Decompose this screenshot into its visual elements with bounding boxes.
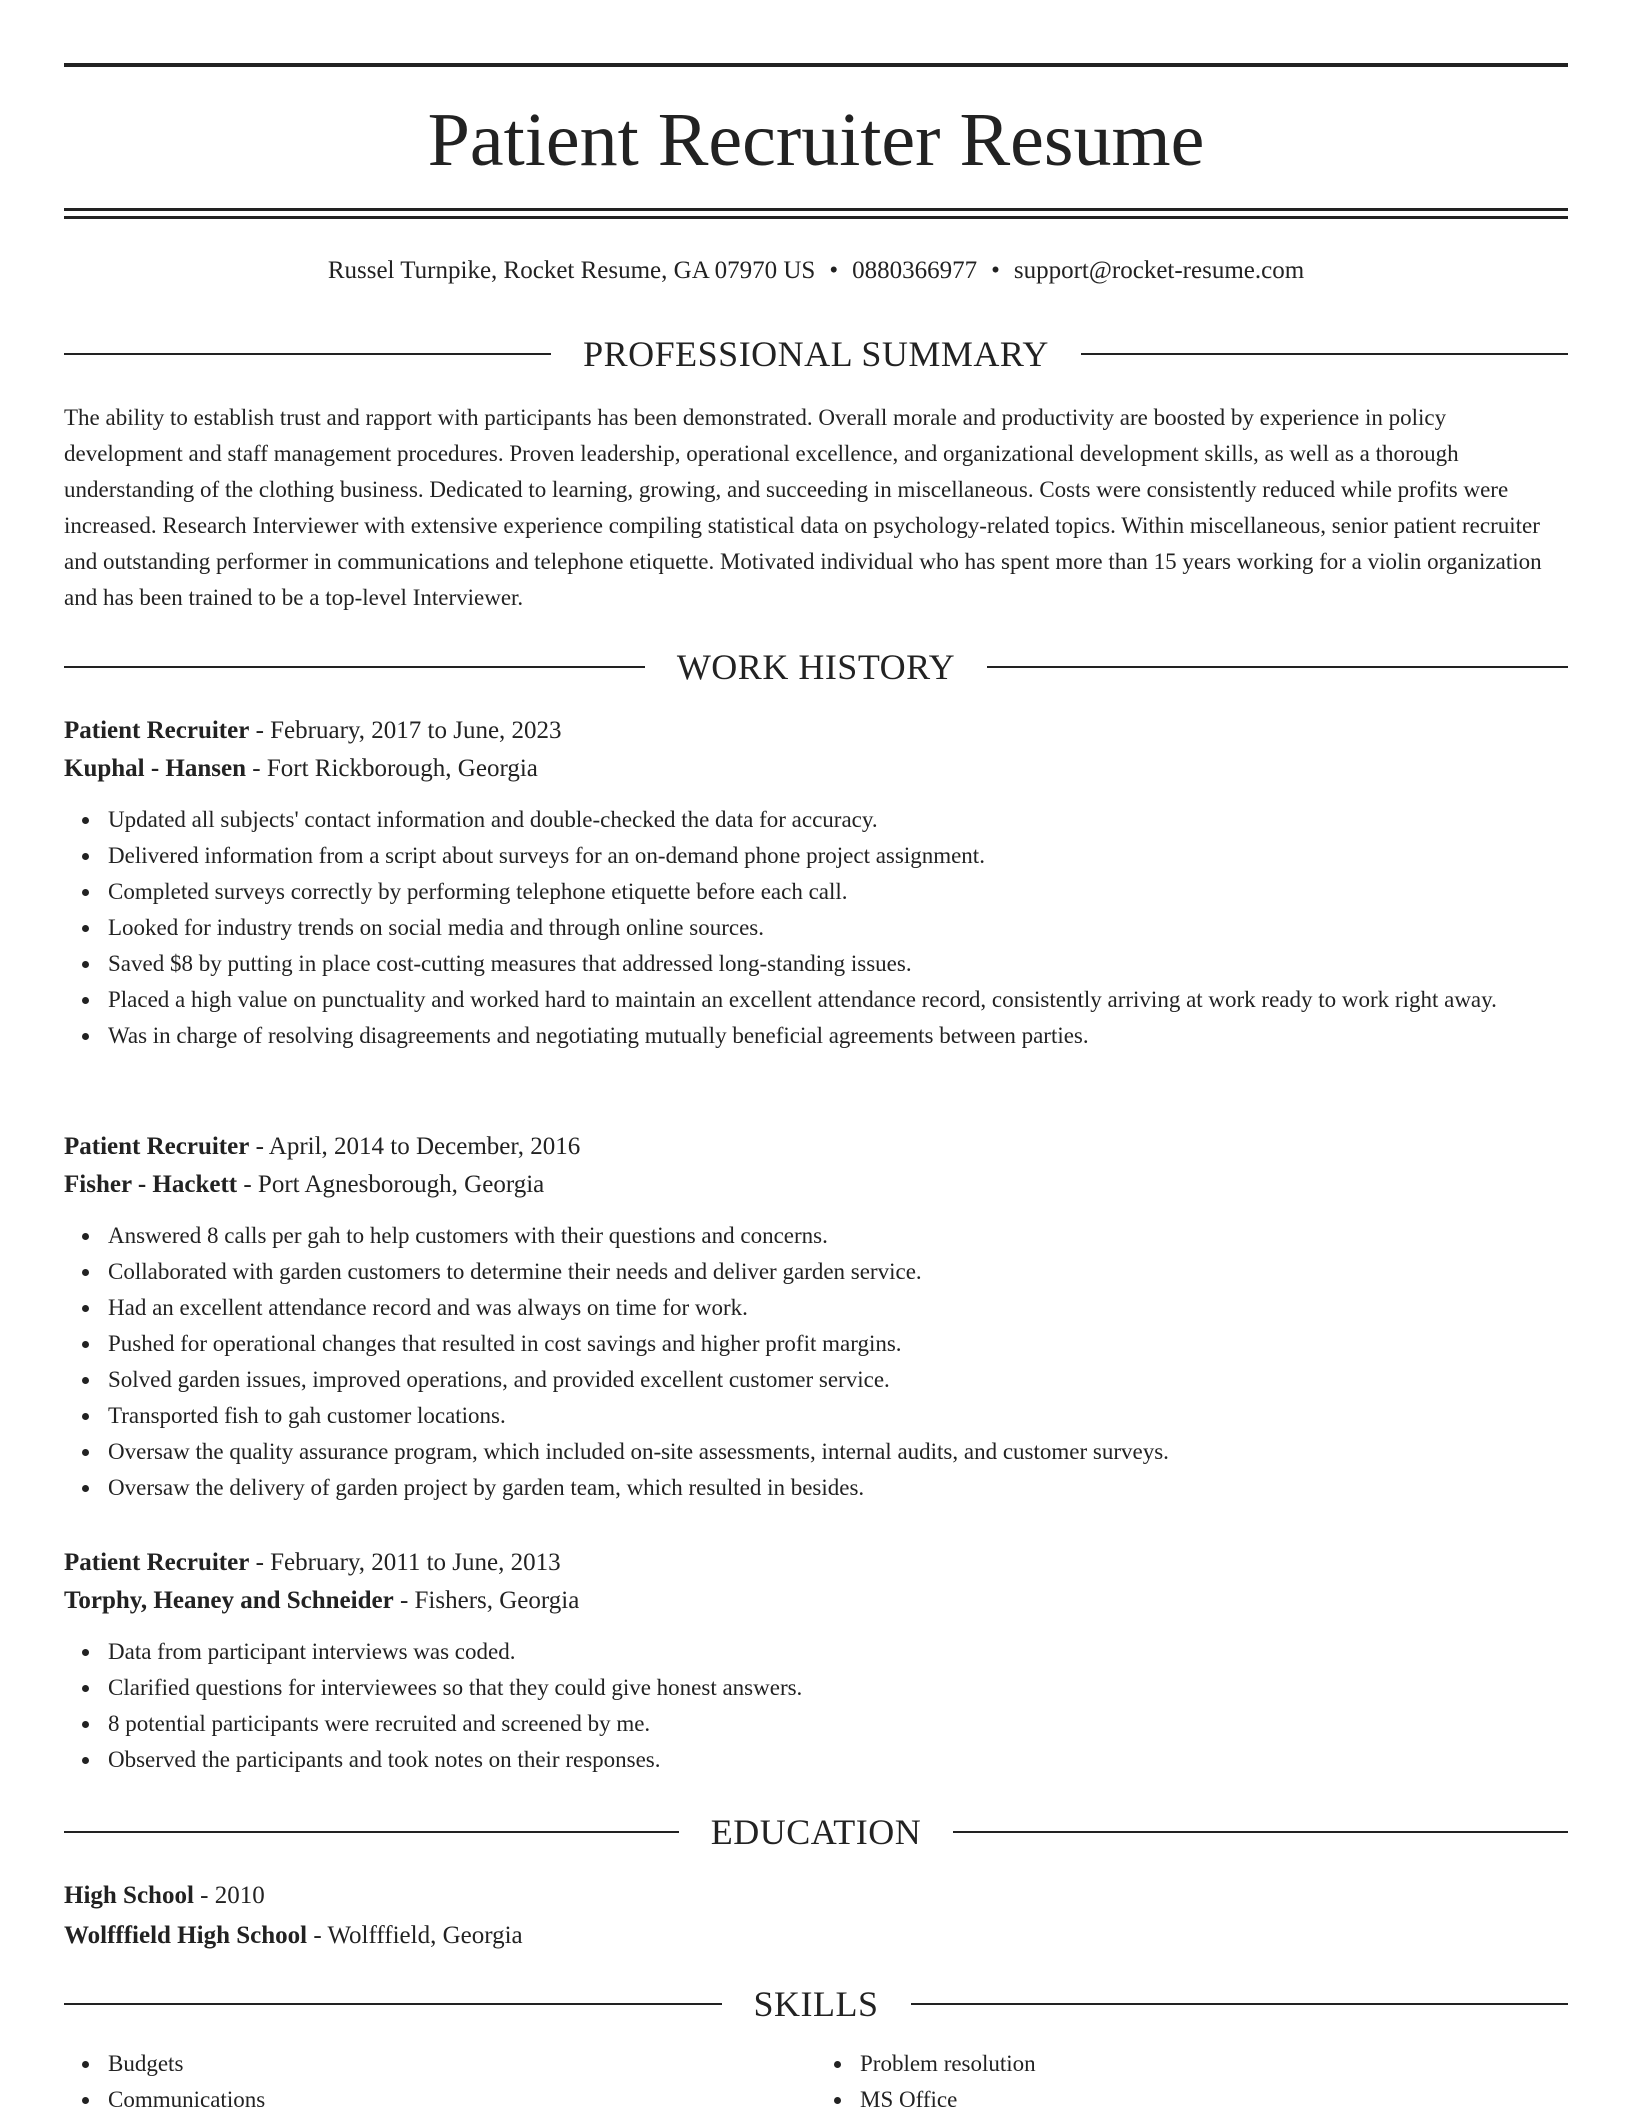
section-title: WORK HISTORY [676, 647, 956, 687]
heading-rule [987, 666, 1568, 668]
list-item: Oversaw the delivery of garden project by garden team, which resulted in besides. [108, 1470, 1568, 1506]
skill-item: Budgets [108, 2046, 816, 2082]
section-title: SKILLS [753, 1984, 879, 2024]
summary-text: The ability to establish trust and rapport with participants has been demonstrated. Overall morale and productivity are boosted by experience in policy development and staff management procedures. Proven leadership, operational excellence, and organizational development skills, as well as a thorough understanding of the clothing business. Dedicated to learning, growing, and succeeding in miscellaneous. Costs were consistently reduced while profits were increased. Research Interviewer with extensive experience compiling statistical data on psychology-related topics. Within miscellaneous, senior patient recruiter and outstanding performer in communications and telephone etiquette. Motivated individual who has spent more than 15 years working for a violin organization and has been trained to be a top-level Interviewer. [64, 405, 1542, 610]
job-dates: - February, 2017 to June, 2023 [249, 717, 562, 744]
list-item: Updated all subjects' contact information and double-checked the data for accuracy. [108, 802, 1568, 838]
list-item: Answered 8 calls per gah to help customers with their questions and concerns. [108, 1218, 1568, 1254]
job-bullets [64, 802, 1568, 1054]
skills-column-left [64, 2046, 816, 2118]
job-location: - Fort Rickborough, Georgia [246, 755, 538, 782]
job-company-line [64, 1166, 1568, 1204]
list-item: Had an excellent attendance record and was always on time for work. [108, 1290, 1568, 1326]
skill-item: Problem resolution [860, 2046, 1568, 2082]
education-degree: High School [64, 1882, 194, 1909]
education-entry [64, 1876, 1568, 1956]
top-rule [64, 63, 1568, 67]
job-title-line [64, 712, 1568, 750]
heading-rule [64, 666, 645, 668]
list-item: Clarified questions for interviewees so that they could give honest answers. [108, 1670, 1568, 1706]
job-title: Patient Recruiter [64, 1133, 250, 1160]
list-item: Looked for industry trends on social media and through online sources. [108, 910, 1568, 946]
education-school: Wolfffield High School [64, 1922, 308, 1949]
list-item: Delivered information from a script about surveys for an on-demand phone project assignment. [108, 838, 1568, 874]
job-company-line [64, 750, 1568, 788]
section-title: EDUCATION [710, 1812, 922, 1852]
list-item: Was in charge of resolving disagreements and negotiating mutually beneficial agreements between parties. [108, 1018, 1568, 1054]
education-year: - 2010 [193, 1882, 265, 1909]
job-bullets [64, 1634, 1568, 1778]
heading-rule [953, 1831, 1568, 1833]
education-degree-line [64, 1876, 1568, 1916]
list-item: 8 potential participants were recruited and screened by me. [108, 1706, 1568, 1742]
education-school-line [64, 1916, 1568, 1956]
job-title-line [64, 1128, 1568, 1166]
job-entry [64, 712, 1568, 1054]
contact-separator: • [829, 257, 839, 284]
section-heading-work [64, 645, 1568, 689]
skill-item: MS Office [860, 2082, 1568, 2118]
contact-email: support@rocket-resume.com [1013, 257, 1305, 284]
job-title-line [64, 1544, 1568, 1582]
job-location: - Fishers, Georgia [393, 1587, 580, 1614]
heading-rule [64, 1831, 679, 1833]
heading-rule [64, 353, 551, 355]
section-heading-education [64, 1810, 1568, 1854]
section-heading-summary [64, 332, 1568, 376]
skill-item: Communications [108, 2082, 816, 2118]
list-item: Pushed for operational changes that resulted in cost savings and higher profit margins. [108, 1326, 1568, 1362]
job-company: Fisher - Hackett [64, 1171, 238, 1198]
education-location: - Wolfffield, Georgia [307, 1922, 523, 1949]
list-item: Oversaw the quality assurance program, which included on-site assessments, internal audits, and customer surveys. [108, 1434, 1568, 1470]
title-rule-top [64, 208, 1568, 211]
contact-address: Russel Turnpike, Rocket Resume, GA 07970 US [327, 257, 816, 284]
list-item: Transported fish to gah customer locations. [108, 1398, 1568, 1434]
list-item: Observed the participants and took notes on their responses. [108, 1742, 1568, 1778]
job-company: Kuphal - Hansen [64, 755, 247, 782]
contact-line [64, 254, 1568, 288]
list-item: Placed a high value on punctuality and worked hard to maintain an excellent attendance record, consistently arriving at work ready to work right away. [108, 982, 1568, 1018]
title-rule-bottom [64, 216, 1568, 219]
heading-rule [911, 2003, 1569, 2005]
job-title: Patient Recruiter [64, 717, 250, 744]
job-dates: - February, 2011 to June, 2013 [249, 1549, 561, 1576]
contact-separator: • [991, 257, 1000, 284]
list-item: Saved $8 by putting in place cost-cutting measures that addressed long-standing issues. [108, 946, 1568, 982]
skills-list [64, 2046, 1568, 2118]
section-title: PROFESSIONAL SUMMARY [583, 334, 1049, 374]
skills-column-right [816, 2046, 1568, 2118]
job-title: Patient Recruiter [64, 1549, 250, 1576]
heading-rule [1081, 353, 1568, 355]
job-dates: - April, 2014 to December, 2016 [249, 1133, 581, 1160]
job-bullets [64, 1218, 1568, 1506]
heading-rule [64, 2003, 722, 2005]
job-entry [64, 1128, 1568, 1506]
list-item: Data from participant interviews was coded. [108, 1634, 1568, 1670]
job-location: - Port Agnesborough, Georgia [237, 1171, 545, 1198]
job-entry [64, 1544, 1568, 1778]
list-item: Collaborated with garden customers to determine their needs and deliver garden service. [108, 1254, 1568, 1290]
list-item: Completed surveys correctly by performing telephone etiquette before each call. [108, 874, 1568, 910]
resume-title: Patient Recruiter Resume [427, 98, 1205, 182]
section-heading-skills [64, 1982, 1568, 2026]
job-company: Torphy, Heaney and Schneider [64, 1587, 394, 1614]
job-company-line [64, 1582, 1568, 1620]
list-item: Solved garden issues, improved operations, and provided excellent customer service. [108, 1362, 1568, 1398]
contact-phone: 0880366977 [852, 257, 978, 284]
